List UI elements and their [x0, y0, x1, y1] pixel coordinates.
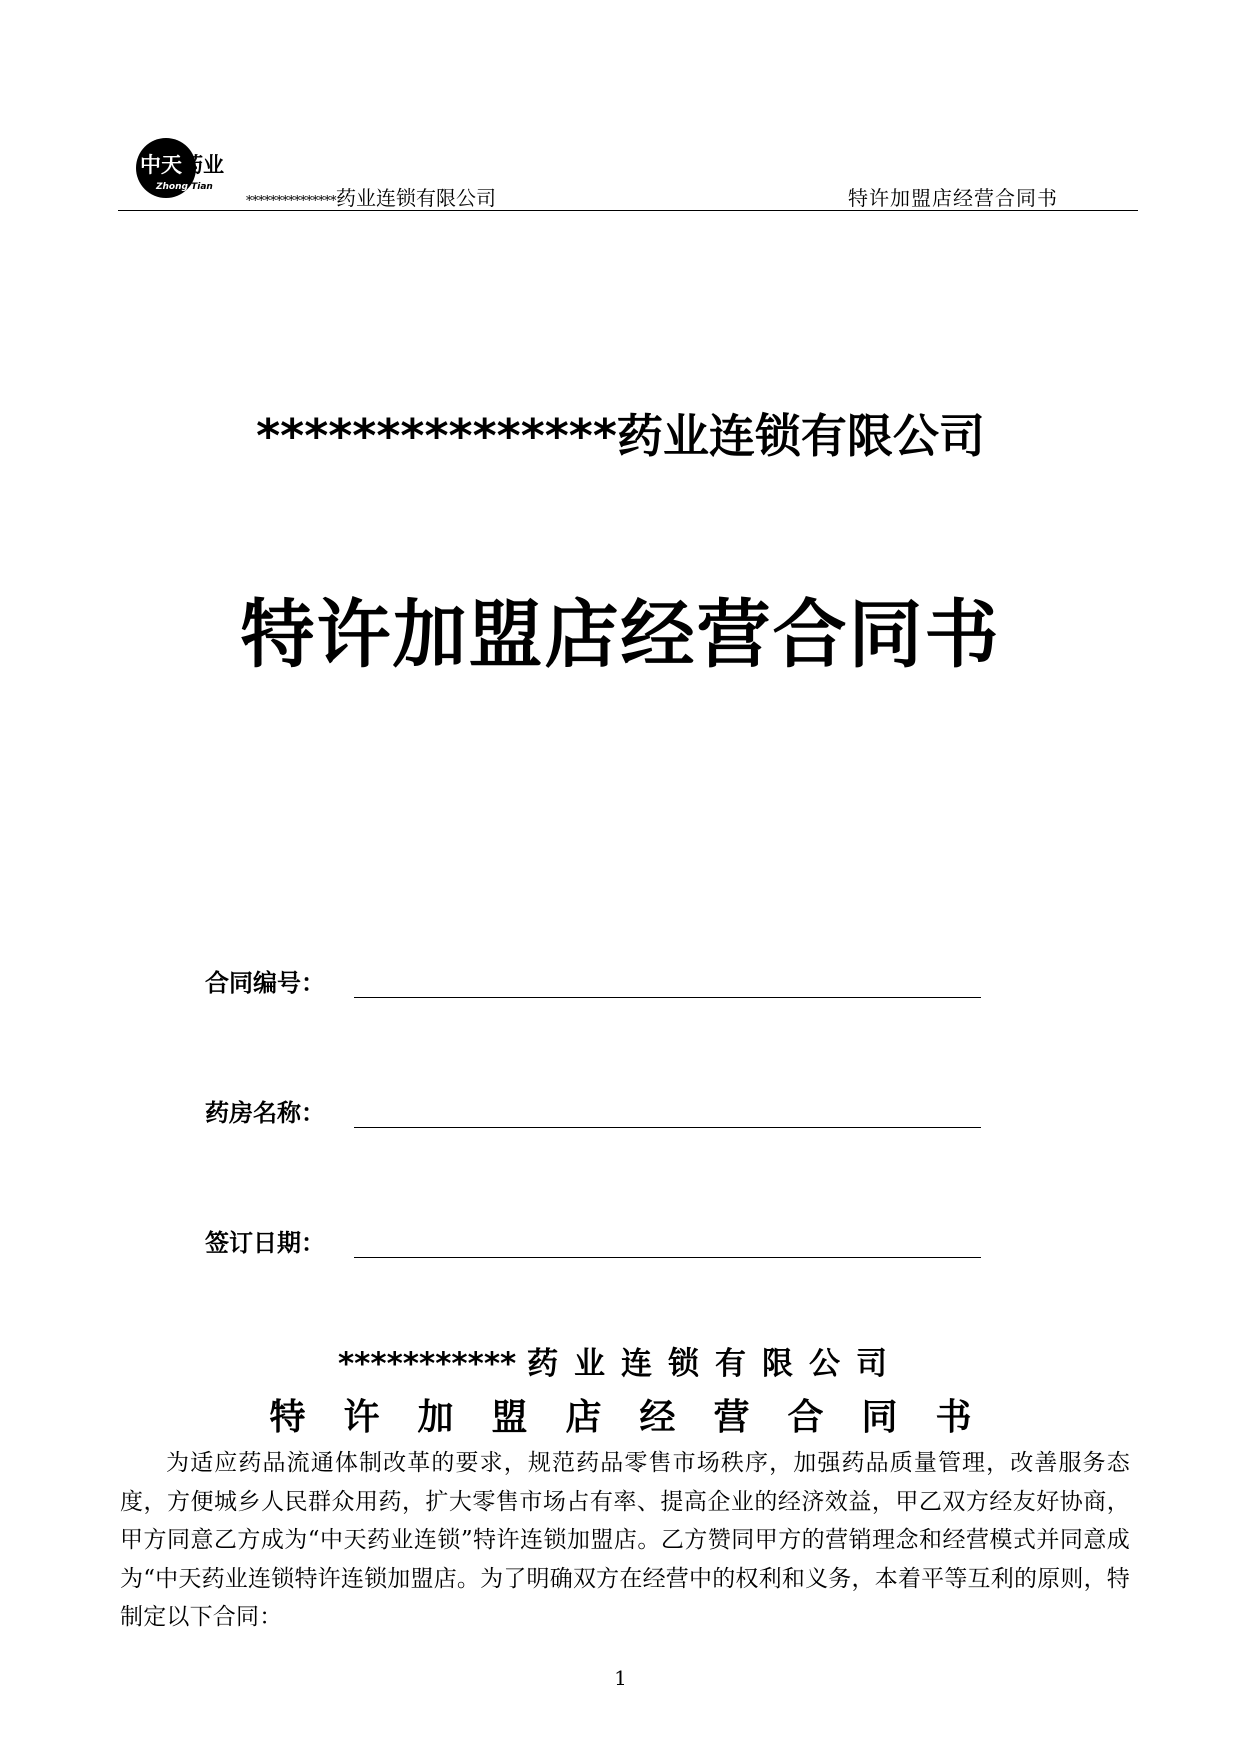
logo-text-cn-inner: 中天: [140, 153, 182, 177]
body-title: 特许加盟店经营合同书: [269, 1397, 1010, 1438]
pharmacy-name-line[interactable]: [354, 1127, 981, 1128]
contract-number-line[interactable]: [354, 997, 981, 998]
signing-date-field: [205, 1220, 985, 1260]
signing-date-label: 签订日期：: [205, 1229, 325, 1257]
body-company-stars: ***********: [337, 1346, 517, 1382]
pharmacy-name-label: 药房名称：: [205, 1099, 325, 1127]
header-company-stars: ***************: [246, 194, 336, 209]
page-number: 1: [614, 1666, 627, 1690]
logo-text-cn-outer: 药业: [182, 153, 224, 177]
body-company-name: [0, 1344, 1241, 1384]
logo-text-en-outer: Tian: [191, 182, 213, 192]
logo-text-cn: [140, 154, 224, 176]
contract-number-label: 合同编号：: [205, 969, 325, 997]
header-divider: [118, 210, 1138, 211]
logo-text-en: [156, 182, 213, 192]
signing-date-line[interactable]: [354, 1257, 981, 1258]
page-header: [118, 138, 1138, 214]
intro-paragraph: 为适应药品流通体制改革的要求，规范药品零售市场秩序，加强药品质量管理，改善服务态度，方便城乡人民群众用药，扩大零售市场占有率、提高企业的经济效益，甲乙双方经友好协商，甲方同意乙方成为“中天药业连锁”特许连锁加盟店。乙方赞同甲方的营销理念和经营模式并同意成为“中天药业连锁特许连锁加盟店。为了明确双方在经营中的权利和义务，本着平等互利的原则，特制定以下合同：: [120, 1450, 1130, 1630]
cover-title: 特许加盟店经营合同书: [240, 592, 1001, 678]
header-doc-title: 特许加盟店经营合同书: [848, 186, 1058, 210]
pharmacy-name-field: [205, 1090, 985, 1130]
header-company-text: 药业连锁有限公司: [336, 186, 496, 210]
contract-number-field: [205, 960, 985, 1000]
logo-text-en-inner: Zhong: [156, 182, 192, 192]
cover-company-name: ***************药业连锁有限公司: [256, 409, 985, 463]
body-company-text: 药业连锁有限公司: [527, 1346, 904, 1382]
